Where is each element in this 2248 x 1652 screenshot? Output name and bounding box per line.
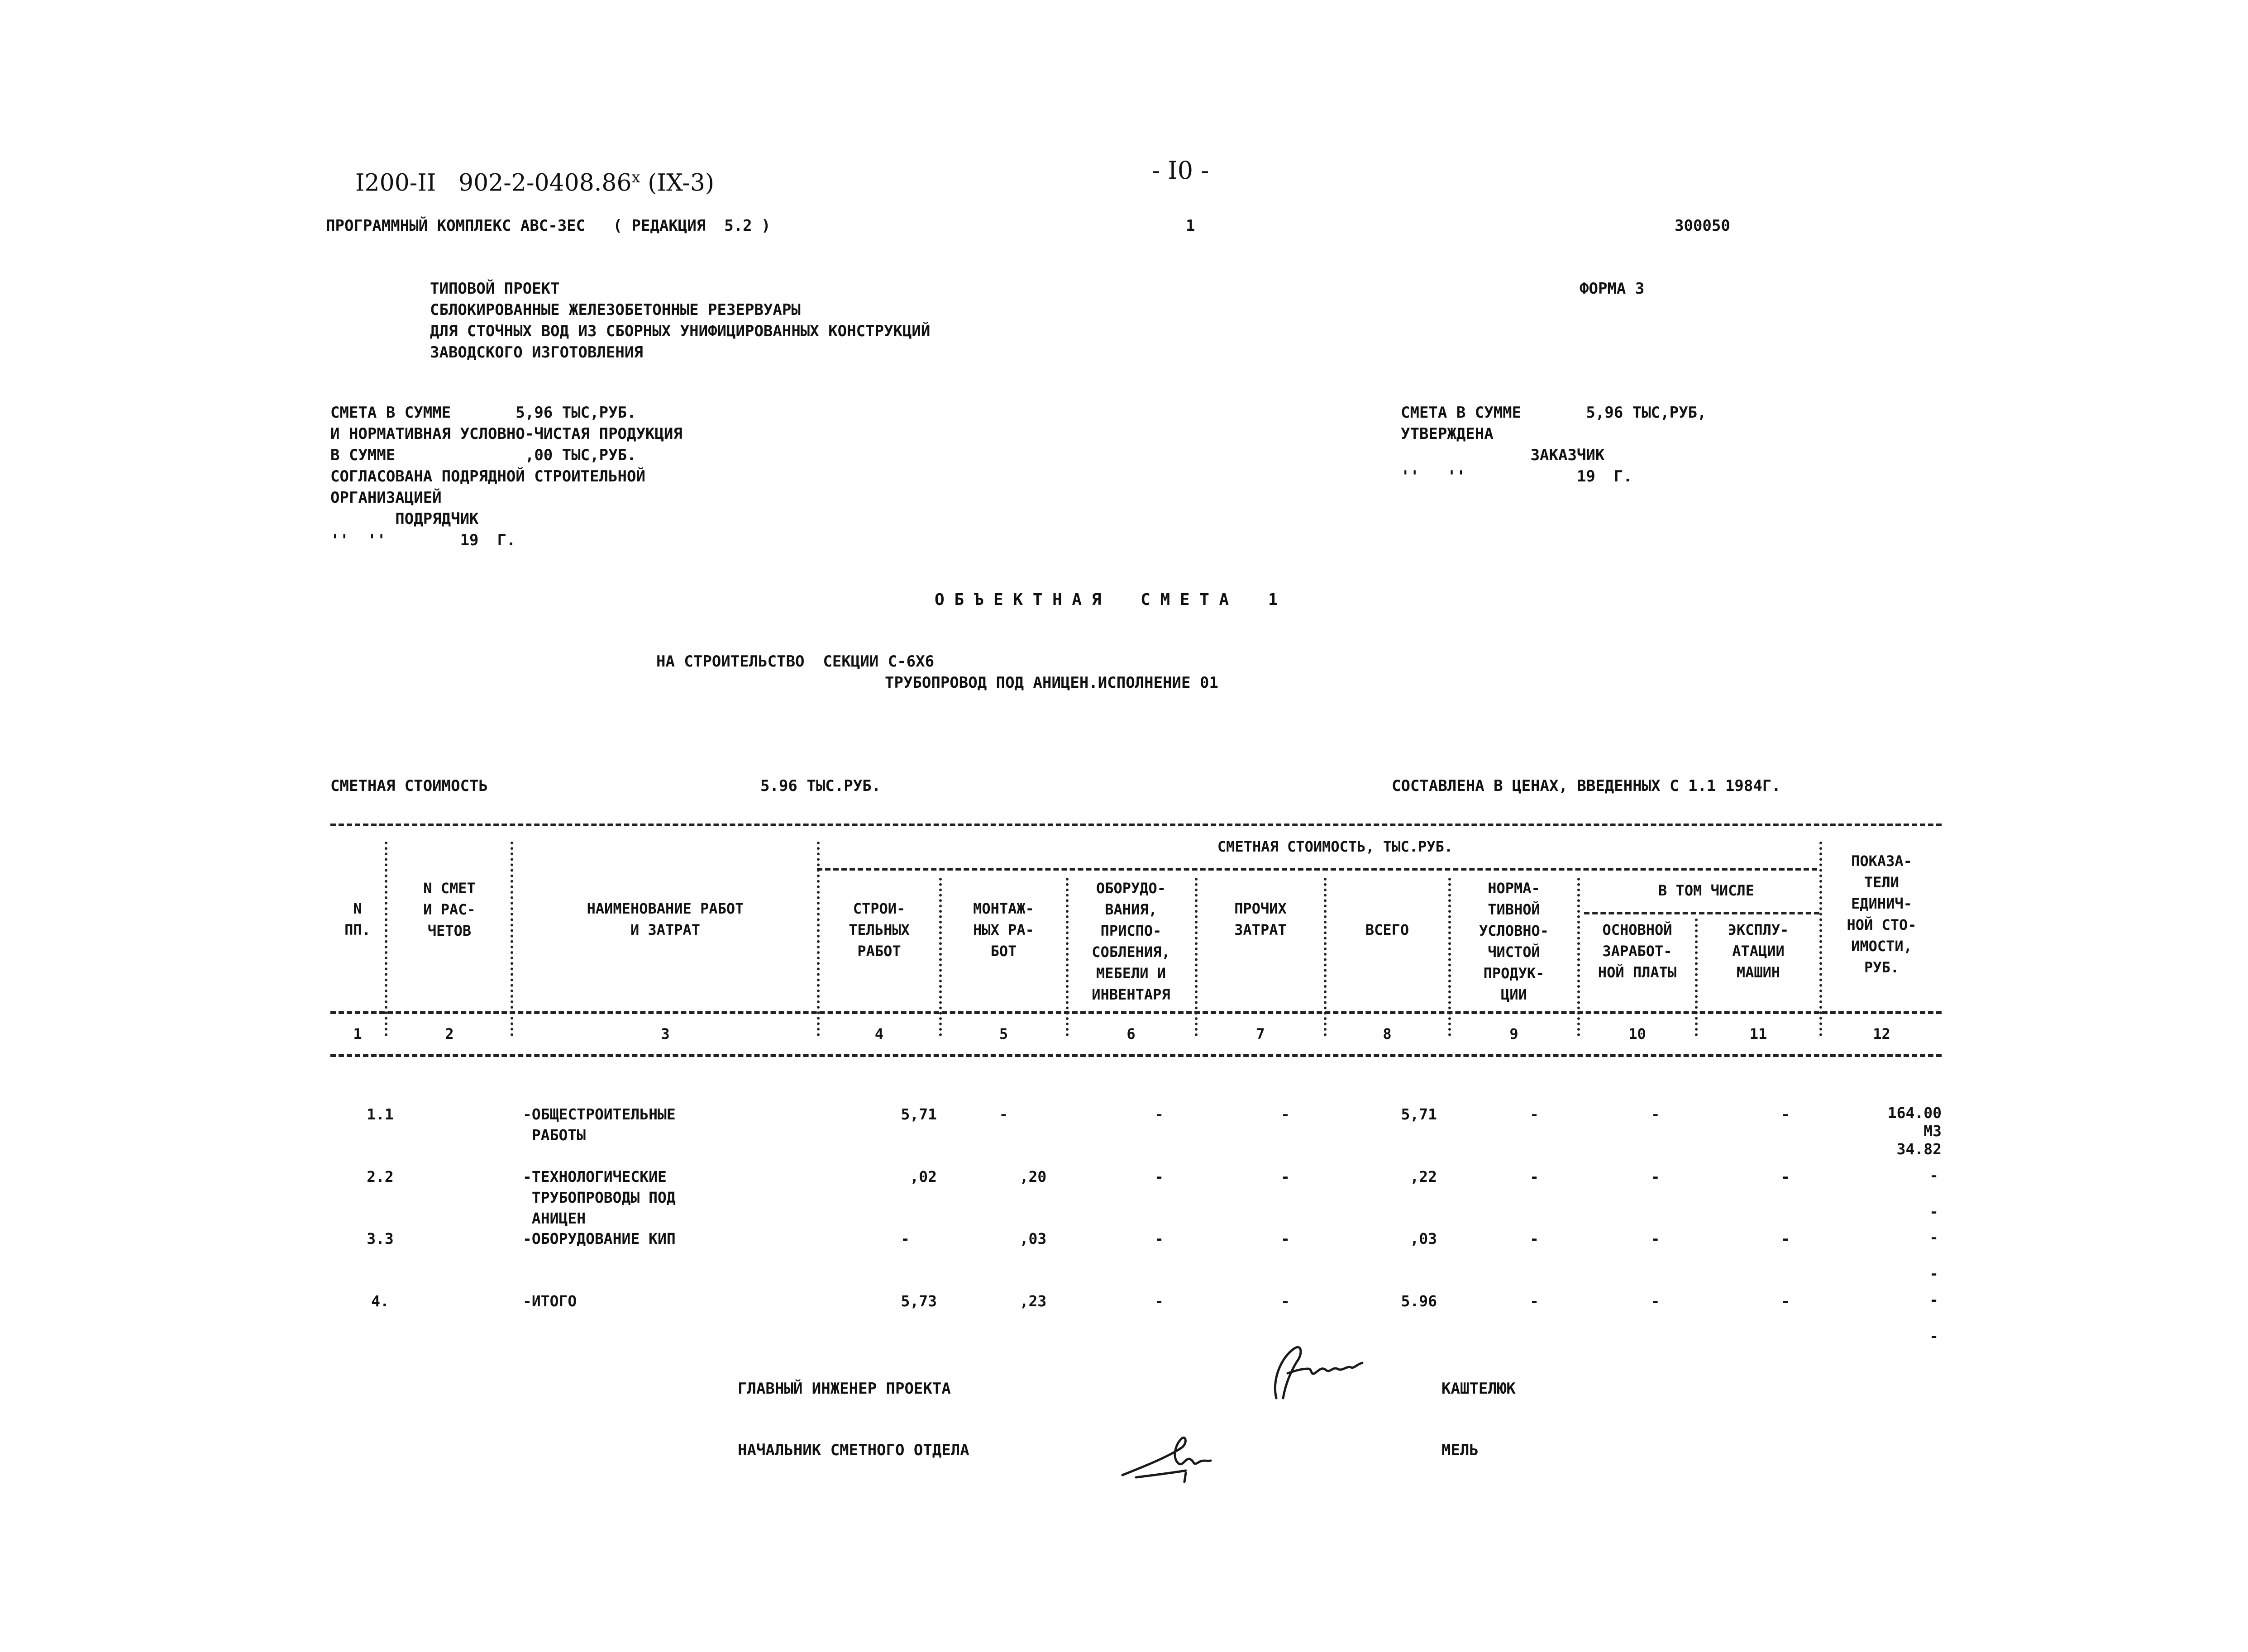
row-total: 5,71 xyxy=(1401,1105,1437,1123)
project-line: СБЛОКИРОВАННЫЕ ЖЕЛЕЗОБЕТОННЫЕ РЕЗЕРВУАРЫ xyxy=(430,301,801,319)
row-total: ,03 xyxy=(1410,1230,1437,1247)
column-header-construction: СТРОИ- ТЕЛЬНЫХ РАБОТ xyxy=(849,900,910,960)
agreement-line: СОГЛАСОВАНА ПОДРЯДНОЙ СТРОИТЕЛЬНОЙ xyxy=(330,467,645,486)
project-line: ЗАВОДСКОГО ИЗГОТОВЛЕНИЯ xyxy=(430,343,643,362)
approval-line: '' '' 19 Г. xyxy=(1401,467,1632,486)
approval-line: СМЕТА В СУММЕ 5,96 ТЫС,РУБ, xyxy=(1401,404,1707,422)
column-number: 2 xyxy=(445,1025,454,1043)
column-number: 9 xyxy=(1509,1025,1518,1043)
project-line: ДЛЯ СТОЧНЫХ ВОД ИЗ СБОРНЫХ УНИФИЦИРОВАННЫХ КОНСТРУКЦИЙ xyxy=(430,322,931,340)
subtitle-line-1: НА СТРОИТЕЛЬСТВО СЕКЦИИ С-6Х6 xyxy=(656,652,935,671)
row-machines: - xyxy=(1781,1292,1790,1310)
column-number: 7 xyxy=(1256,1025,1265,1043)
approval-line: ЗАКАЗЧИК xyxy=(1401,446,1605,464)
row-machines: - xyxy=(1781,1168,1790,1185)
signature-role: ГЛАВНЫЙ ИНЖЕНЕР ПРОЕКТА xyxy=(738,1380,951,1398)
row-equipment: - xyxy=(1155,1292,1164,1310)
row-total: 5.96 xyxy=(1401,1292,1437,1310)
agreement-line: '' '' 19 Г. xyxy=(330,531,516,549)
row-wages: - xyxy=(1651,1105,1660,1123)
column-header-work-name: НАИМЕНОВАНИЕ РАБОТ И ЗАТРАТ xyxy=(587,900,744,938)
document-code: 300050 xyxy=(1675,217,1730,235)
row-wages: - xyxy=(1651,1292,1660,1310)
group-header-including: В ТОМ ЧИСЛЕ xyxy=(1658,882,1754,899)
column-number: 3 xyxy=(661,1025,670,1043)
column-header-net-production: НОРМА- ТИВНОЙ УСЛОВНО- ЧИСТОЙ ПРОДУК- ЦИИ xyxy=(1479,880,1549,1003)
column-header-equipment: ОБОРУДО- ВАНИЯ, ПРИСПО- СОБЛЕНИЯ, МЕБЕЛИ И ИНВЕНТАРЯ xyxy=(1092,880,1170,1003)
row-unit-cost: - - xyxy=(1929,1228,1938,1282)
row-installation: ,23 xyxy=(1019,1292,1047,1310)
row-machines: - xyxy=(1781,1105,1790,1123)
doc-number-suffix: (IX-3) xyxy=(640,169,715,197)
row-other: - xyxy=(1281,1168,1290,1185)
column-header-machines: ЭКСПЛУ- АТАЦИИ МАШИН xyxy=(1728,921,1789,981)
row-net-production: - xyxy=(1530,1105,1539,1123)
column-header-wages: ОСНОВНОЙ ЗАРАБОТ- НОЙ ПЛАТЫ xyxy=(1598,921,1677,981)
column-header-other: ПРОЧИХ ЗАТРАТ xyxy=(1234,900,1287,938)
row-number: 3.3 xyxy=(367,1230,394,1247)
estimate-title: О Б Ъ Е К Т Н А Я С М Е Т А 1 xyxy=(935,590,1278,609)
row-name: -ОБЩЕСТРОИТЕЛЬНЫЕ РАБОТЫ xyxy=(523,1105,676,1144)
table-rule xyxy=(330,824,1942,826)
column-header-unit-cost: ПОКАЗА- ТЕЛИ ЕДИНИЧ- НОЙ СТО- ИМОСТИ, РУБ. xyxy=(1847,852,1917,976)
page-number: - I0 - xyxy=(1152,156,1209,185)
row-total: ,22 xyxy=(1410,1168,1437,1185)
doc-number-text: I200-II 902-2-0408.86 xyxy=(355,169,632,197)
row-name: -ТЕХНОЛОГИЧЕСКИЕ ТРУБОПРОВОДЫ ПОД АНИЦЕН xyxy=(523,1168,676,1227)
row-other: - xyxy=(1281,1292,1290,1310)
row-net-production: - xyxy=(1530,1168,1539,1185)
row-installation: ,03 xyxy=(1019,1230,1047,1247)
table-rule xyxy=(330,1054,1942,1057)
sheet-number: 1 xyxy=(1186,217,1195,235)
column-separator xyxy=(1324,878,1327,1036)
row-construction: 5,71 xyxy=(901,1105,937,1123)
subtitle-line-2: ТРУБОПРОВОД ПОД АНИЦЕН.ИСПОЛНЕНИЕ 01 xyxy=(885,674,1218,692)
row-construction: - xyxy=(901,1230,910,1247)
approval-line: УТВЕРЖДЕНА xyxy=(1401,425,1494,443)
software-line: ПРОГРАММНЫЙ КОМПЛЕКС АВС-ЗЕС ( РЕДАКЦИЯ 5.2 ) xyxy=(326,217,771,235)
agreement-line: СМЕТА В СУММЕ 5,96 ТЫС,РУБ. xyxy=(330,404,636,422)
table-rule xyxy=(330,1011,1942,1014)
column-number: 5 xyxy=(999,1025,1008,1043)
table-rule xyxy=(1584,912,1819,914)
signature-role: НАЧАЛЬНИК СМЕТНОГО ОТДЕЛА xyxy=(738,1441,969,1459)
row-number: 1.1 xyxy=(367,1105,394,1123)
form-label: ФОРМА 3 xyxy=(1580,280,1645,298)
agreement-line: И НОРМАТИВНАЯ УСЛОВНО-ЧИСТАЯ ПРОДУКЦИЯ xyxy=(330,425,683,443)
row-wages: - xyxy=(1651,1230,1660,1247)
row-installation: ,20 xyxy=(1019,1168,1047,1185)
column-header-installation: МОНТАЖ- НЫХ РА- БОТ xyxy=(973,900,1034,960)
agreement-line: ПОДРЯДЧИК xyxy=(330,510,479,528)
row-equipment: - xyxy=(1155,1105,1164,1123)
estimated-cost-label: СМЕТНАЯ СТОИМОСТЬ xyxy=(330,777,488,795)
row-construction: 5,73 xyxy=(901,1292,937,1310)
column-separator xyxy=(385,842,387,1036)
column-number: 4 xyxy=(874,1025,884,1043)
row-name: -ОБОРУДОВАНИЕ КИП xyxy=(523,1230,676,1247)
row-other: - xyxy=(1281,1105,1290,1123)
document-number xyxy=(355,168,714,196)
row-name: -ИТОГО xyxy=(523,1292,577,1310)
agreement-line: В СУММЕ ,00 ТЫС,РУБ. xyxy=(330,446,636,464)
row-equipment: - xyxy=(1155,1168,1164,1185)
row-wages: - xyxy=(1651,1168,1660,1185)
handwritten-signature-2 xyxy=(1118,1421,1254,1489)
row-number: 2.2 xyxy=(367,1168,394,1185)
estimated-cost-value: 5.96 ТЫС.РУБ. xyxy=(760,777,881,795)
column-separator xyxy=(511,842,513,1036)
column-number: 8 xyxy=(1383,1025,1392,1043)
row-unit-cost: 164.00 М3 34.82 xyxy=(1887,1104,1942,1158)
signature-name: КАШТЕЛЮК xyxy=(1441,1380,1516,1398)
signature-name: МЕЛЬ xyxy=(1441,1441,1479,1459)
row-equipment: - xyxy=(1155,1230,1164,1247)
project-line: ТИПОВОЙ ПРОЕКТ xyxy=(430,280,560,298)
row-other: - xyxy=(1281,1230,1290,1247)
column-number: 12 xyxy=(1873,1025,1890,1043)
column-number: 1 xyxy=(353,1025,362,1043)
doc-number-superscript: x xyxy=(631,168,640,186)
column-header-total: ВСЕГО xyxy=(1365,921,1409,938)
column-number: 6 xyxy=(1126,1025,1136,1043)
row-unit-cost: - - xyxy=(1929,1166,1938,1220)
price-basis: СОСТАВЛЕНА В ЦЕНАХ, ВВЕДЕННЫХ С 1.1 1984Г. xyxy=(1392,777,1781,795)
table-rule xyxy=(817,868,1817,871)
row-net-production: - xyxy=(1530,1230,1539,1247)
handwritten-signature-1 xyxy=(1240,1330,1376,1421)
column-header-estimate-no: N СМЕТ И РАС- ЧЕТОВ xyxy=(423,880,476,939)
row-construction: ,02 xyxy=(910,1168,937,1185)
column-number: 10 xyxy=(1628,1025,1646,1043)
column-number: 11 xyxy=(1749,1025,1767,1043)
column-header-n: N ПП. xyxy=(344,900,371,938)
row-installation: - xyxy=(999,1105,1008,1123)
group-header-estimated-cost: СМЕТНАЯ СТОИМОСТЬ, ТЫС.РУБ. xyxy=(1217,838,1453,855)
row-number: 4. xyxy=(371,1292,389,1310)
row-machines: - xyxy=(1781,1230,1790,1247)
row-net-production: - xyxy=(1530,1292,1539,1310)
row-unit-cost: - - xyxy=(1929,1291,1938,1345)
agreement-line: ОРГАНИЗАЦИЕЙ xyxy=(330,489,442,507)
